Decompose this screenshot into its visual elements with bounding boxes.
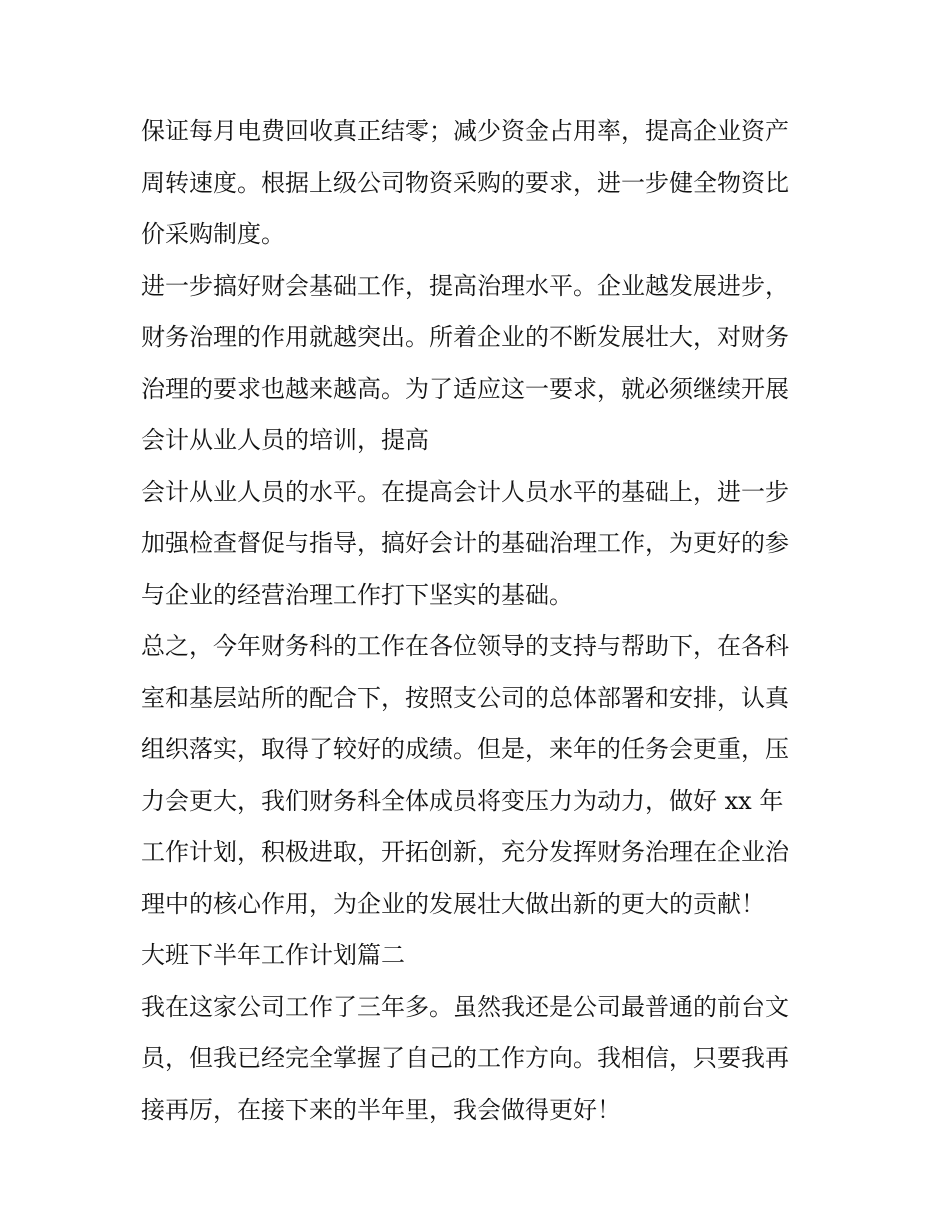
text-line: 价采购制度。 [141, 220, 285, 248]
paragraph-1 [141, 106, 813, 261]
paragraph-5 [141, 982, 813, 1137]
paragraph-2 [141, 261, 813, 467]
text-line: 员，但我已经完全掌握了自己的工作方向。我相信，只要我再 [141, 1044, 789, 1072]
text-line: 力会更大，我们财务科全体成员将变压力为动力，做好 xx 年 [141, 786, 784, 815]
text-line: 我在这家公司工作了三年多。虽然我还是公司最普通的前台文 [141, 992, 789, 1021]
text-line: 与企业的经营治理工作打下坚实的基础。 [141, 580, 573, 609]
text-line: 接再厉，在接下来的半年里，我会做得更好！ [141, 1095, 621, 1124]
heading-line: 大班下半年工作计划篇二 [141, 941, 405, 969]
text-line: 会计从业人员的培训，提高 [141, 426, 429, 454]
text-line: 保证每月电费回收真正结零；减少资金占用率，提高企业资产 [141, 117, 789, 145]
paragraph-4 [141, 621, 813, 930]
text-line: 加强检查督促与指导，搞好会计的基础治理工作，为更好的参 [141, 529, 789, 557]
text-line: 治理的要求也越来越高。为了适应这一要求，就必须继续开展 [141, 374, 789, 403]
text-line: 周转速度。根据上级公司物资采购的要求，进一步健全物资比 [141, 168, 789, 197]
text-line: 工作计划，积极进取，开拓创新，充分发挥财务治理在企业治 [141, 838, 789, 866]
text-line: 会计从业人员的水平。在提高会计人员水平的基础上，进一步 [141, 477, 789, 506]
text-line: 财务治理的作用就越突出。所着企业的不断发展壮大，对财务 [141, 323, 789, 351]
text-line: 理中的核心作用，为企业的发展壮大做出新的更大的贡献！ [141, 889, 765, 918]
text-line: 总之，今年财务科的工作在各位领导的支持与帮助下，在各科 [141, 632, 789, 660]
paragraph-3 [141, 467, 813, 622]
text-line: 室和基层站所的配合下，按照支公司的总体部署和安排，认真 [141, 683, 789, 712]
text-line: 组织落实，取得了较好的成绩。但是，来年的任务会更重，压 [141, 735, 789, 763]
section-heading [141, 930, 813, 982]
text-line: 进一步搞好财会基础工作，提高治理水平。企业越发展进步， [141, 271, 789, 300]
document-body [141, 106, 813, 1136]
